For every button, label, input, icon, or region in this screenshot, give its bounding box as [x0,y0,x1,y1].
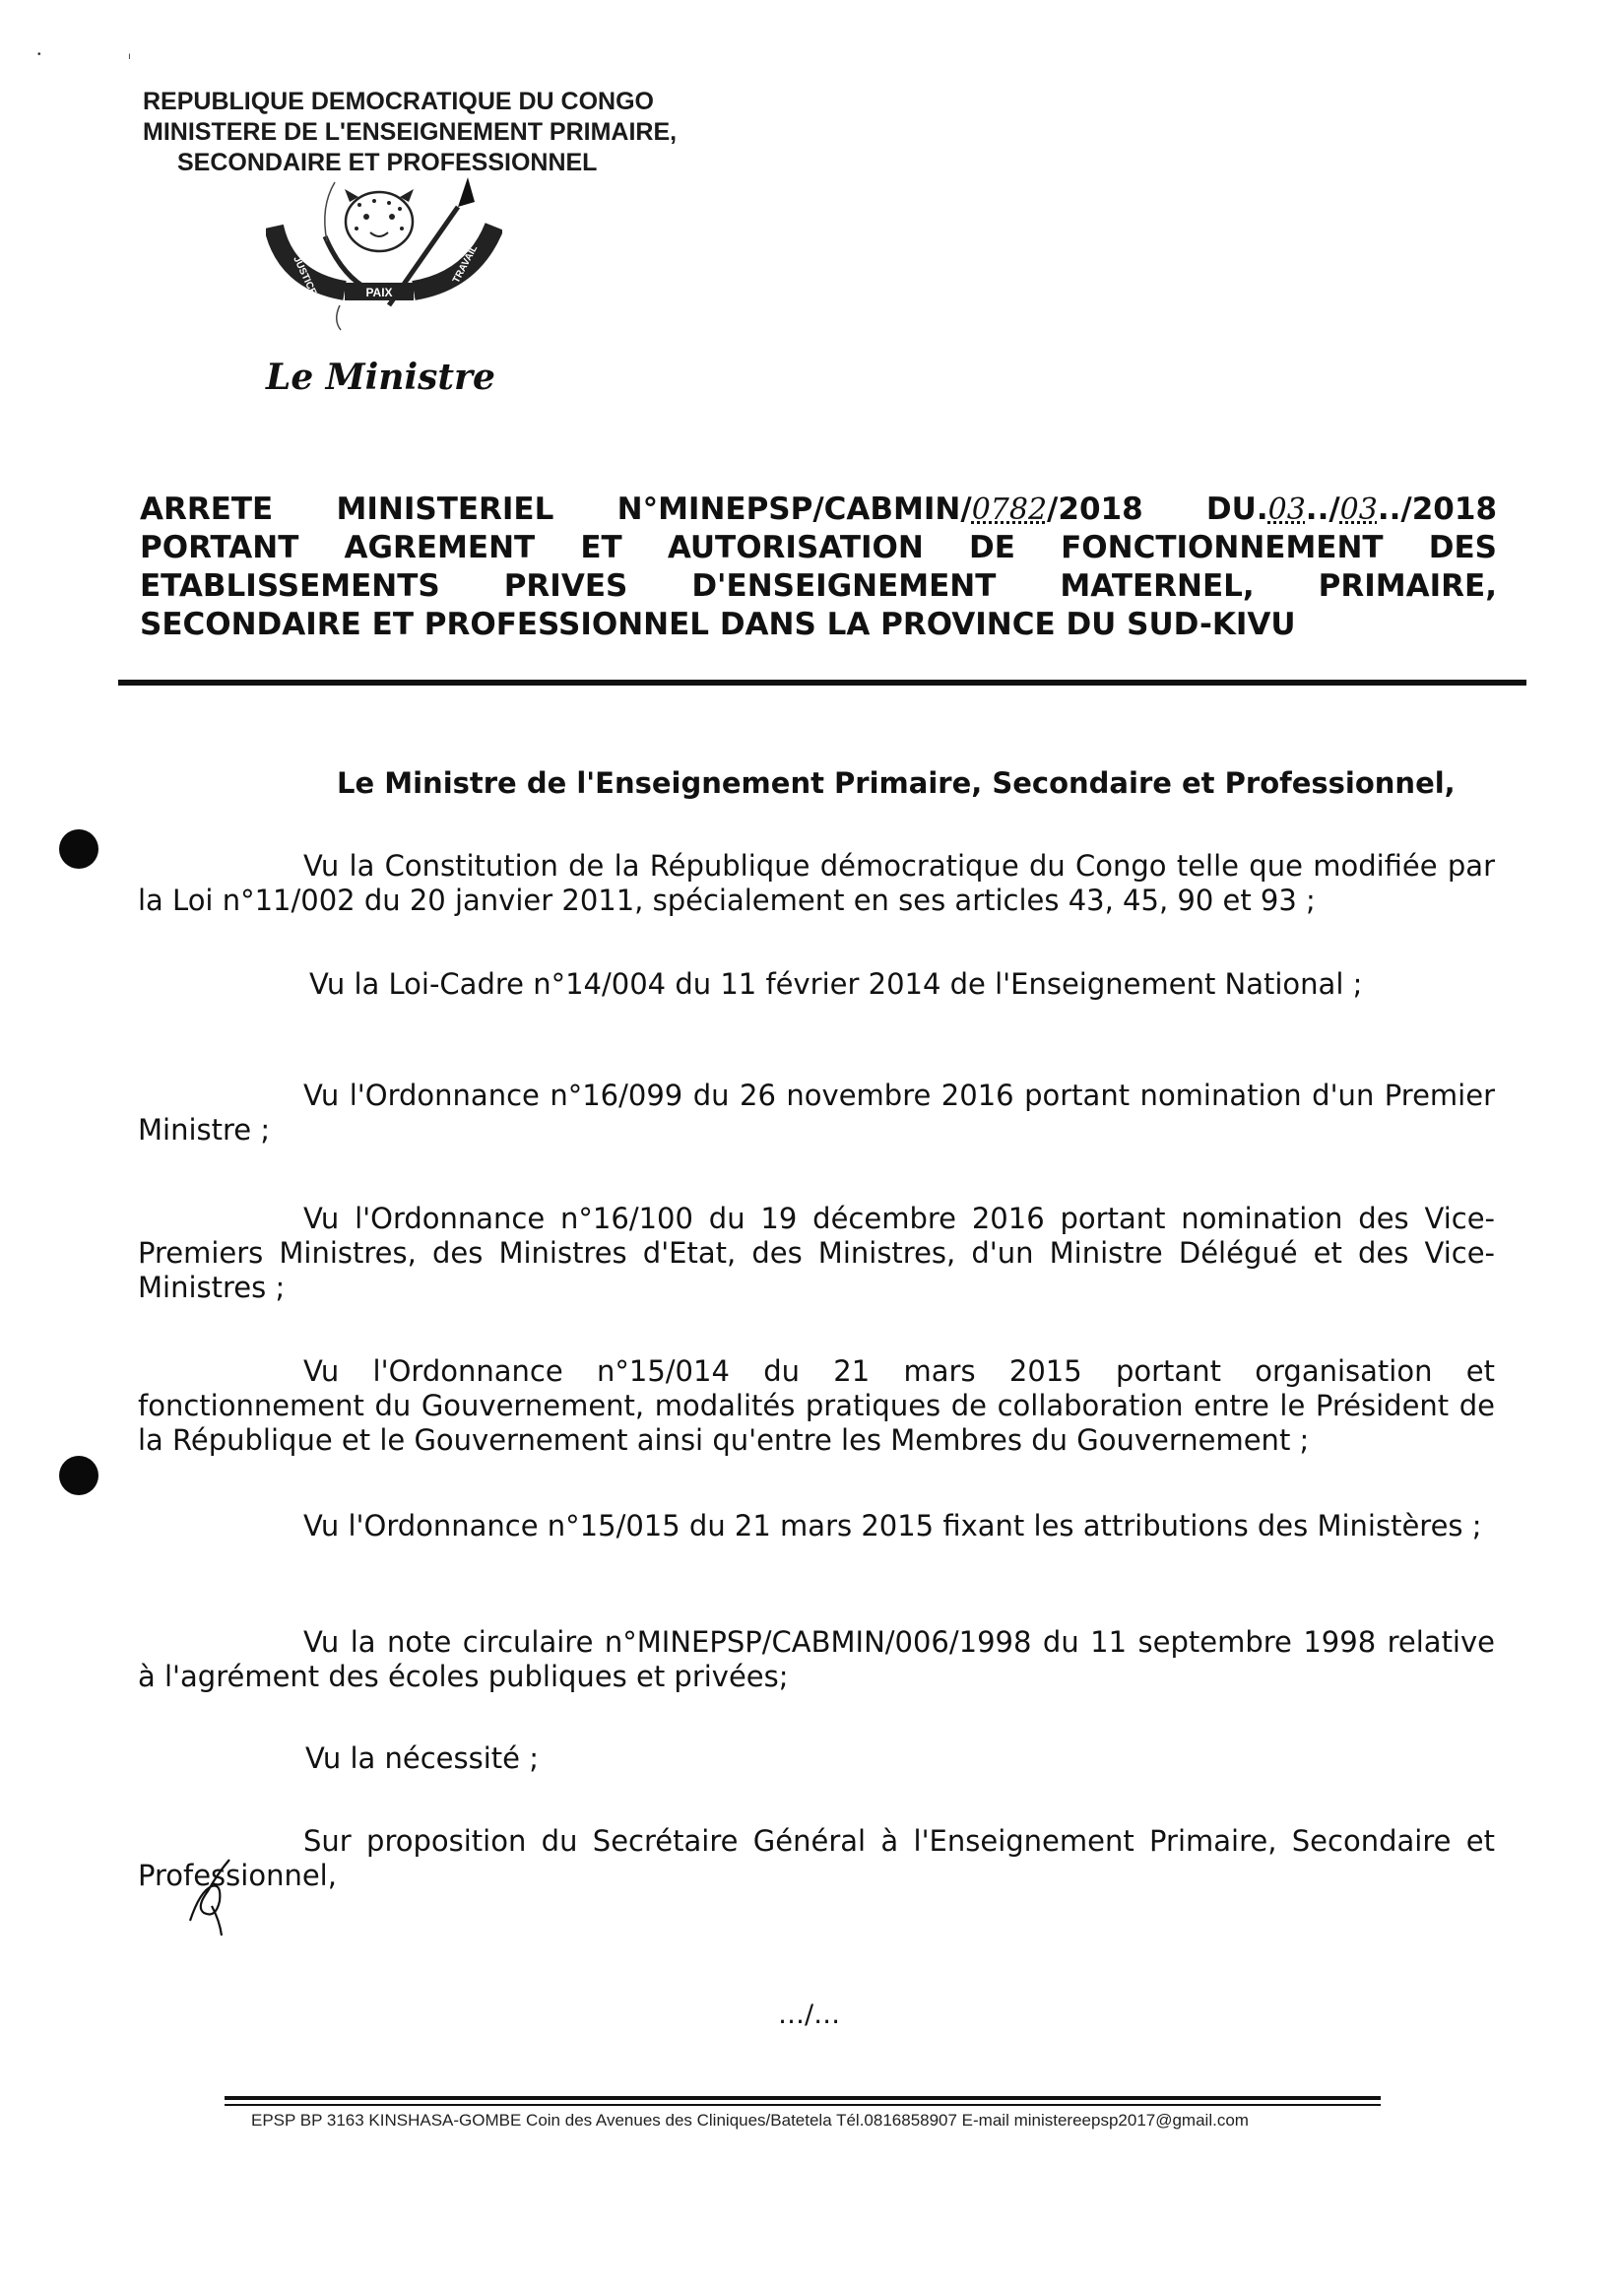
initial-signature [182,1852,241,1940]
punch-hole [59,1456,98,1495]
consideration-constitution: Vu la Constitution de la République démocratique du Congo telle que modifiée par la Loi n°11/002 du 20 janvier 2011, spécialement en ses articles 43, 45, 90 et 93 ; [138,849,1495,917]
svg-text:TRAVAIL: TRAVAIL [450,243,481,286]
signatory-title: Le Ministre [266,357,495,398]
decree-ref-prefix: ARRETE MINISTERIEL N°MINEPSP/CABMIN/ [140,492,972,527]
decree-date-sep: ../ [1305,492,1340,527]
consideration-loi-cadre: Vu la Loi-Cadre n°14/004 du 11 février 2014 de l'Enseignement National ; [309,967,1363,1001]
consideration-ordonnance-15-014: Vu l'Ordonnance n°15/014 du 21 mars 2015 portant organisation et fonctionnement du Gouvernement, modalités pratiques de collaboration entre le Président de la République et le Gouvernement ainsi qu'entre les Membres du Gouvernement ; [138,1354,1495,1457]
letterhead [143,87,677,178]
consideration-ordonnance-15-015: Vu l'Ordonnance n°15/015 du 21 mars 2015 fixant les attributions des Ministères ; [303,1509,1482,1542]
page-continued-marker: …/… [778,2000,841,2030]
footer-divider-thin [225,2104,1381,2106]
letterhead-country: REPUBLIQUE DEMOCRATIQUE DU CONGO [143,88,654,115]
emblem-motto-center: PAIX [365,286,393,299]
consideration-proposition: Sur proposition du Secrétaire Général à l'Enseignement Primaire, Secondaire et Professionnel, [138,1824,1495,1892]
punch-hole [59,829,98,869]
decree-title-line4: SECONDAIRE ET PROFESSIONNEL DANS LA PROVINCE DU SUD-KIVU [140,607,1296,642]
decree-title-line1 [140,491,1497,529]
scan-mark: ı [128,51,131,62]
coat-of-arms-emblem [266,167,502,335]
consideration-necessite: Vu la nécessité ; [305,1741,539,1775]
consideration-note-circulaire: Vu la note circulaire n°MINEPSP/CABMIN/006/1998 du 11 septembre 1998 relative à l'agrément des écoles publiques et privées; [138,1625,1495,1693]
decree-title-line3: ETABLISSEMENTS PRIVES D'ENSEIGNEMENT MATERNEL, PRIMAIRE, [140,568,1497,604]
footer-contact: EPSP BP 3163 KINSHASA-GOMBE Coin des Avenues des Cliniques/Batetela Tél.0816858907 E-mail ministereepsp2017@gmail.com [251,2111,1249,2130]
decree-number-handwritten: 0782 [971,492,1048,527]
svg-text:JUSTICE: JUSTICE [291,254,319,297]
decree-month-handwritten: 03 [1339,492,1378,527]
title-divider [118,680,1526,686]
issuing-authority: Le Ministre de l'Enseignement Primaire, Secondaire et Professionnel, [337,766,1456,800]
decree-year: ../2018 [1377,492,1498,527]
decree-title [140,491,1497,644]
footer-divider [225,2096,1381,2100]
decree-day-handwritten: 03 [1267,492,1306,527]
scan-mark: • [37,49,41,60]
consideration-ordonnance-16-099: Vu l'Ordonnance n°16/099 du 26 novembre 2016 portant nomination d'un Premier Ministre ; [138,1079,1495,1147]
consideration-ordonnance-16-100: Vu l'Ordonnance n°16/100 du 19 décembre 2016 portant nomination des Vice-Premiers Ministres, des Ministres d'Etat, des Ministres, d'un Ministre Délégué et des Vice-Ministres ; [138,1202,1495,1304]
letterhead-ministry: MINISTERE DE L'ENSEIGNEMENT PRIMAIRE, [143,118,678,146]
decree-ref-date-label: /2018 DU. [1047,492,1268,527]
decree-title-line2: PORTANT AGREMENT ET AUTORISATION DE FONCTIONNEMENT DES [140,530,1497,565]
letterhead-ministry-cont: SECONDAIRE ET PROFESSIONNEL [177,149,598,176]
